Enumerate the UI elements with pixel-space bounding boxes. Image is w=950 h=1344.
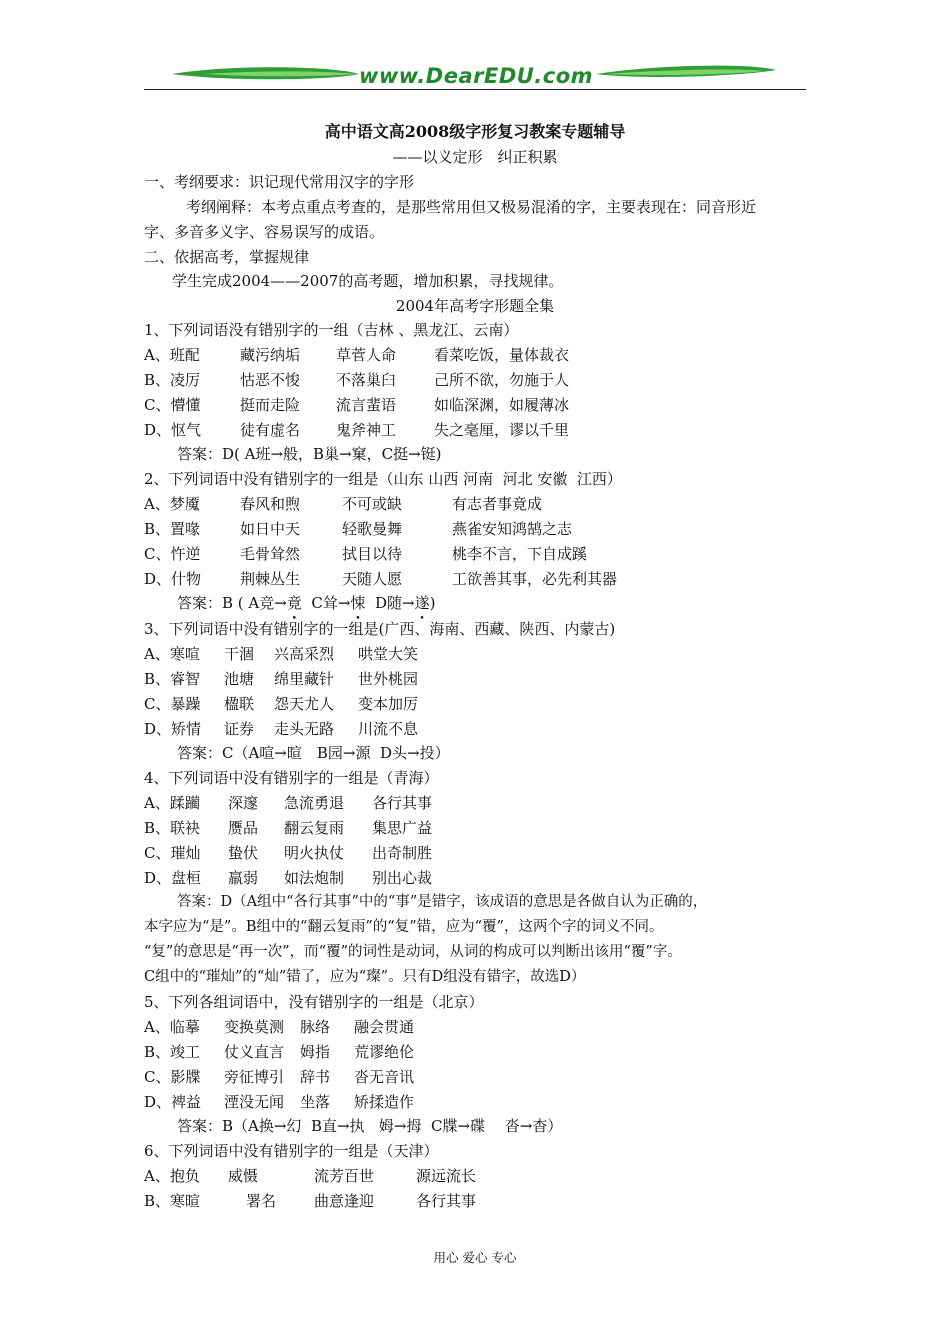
option-cell: C、暴躁: [144, 695, 201, 713]
option-cell: C、影牒: [144, 1068, 201, 1086]
document-subtitle: ——以义定形 纠正积累: [392, 148, 558, 166]
option-cell: 看菜吃饭，量体裁衣: [434, 346, 570, 364]
option-cell: 出奇制胜: [372, 844, 433, 862]
option-cell: 世外桃园: [358, 670, 419, 688]
option-cell: 仗义直言: [224, 1043, 285, 1061]
option-cell: D、怄气: [144, 421, 202, 439]
option-cell: 楹联: [224, 695, 255, 713]
option-cell: 荒谬绝伦: [354, 1043, 415, 1061]
option-cell: 赝品: [228, 819, 259, 837]
option-row: [144, 843, 432, 863]
option-cell: C、懵懂: [144, 396, 201, 414]
option-cell: A、临摹: [144, 1018, 200, 1036]
option-cell: 草菅人命: [336, 346, 397, 364]
option-cell: 川流不息: [358, 720, 419, 738]
answer-text: C耸→: [301, 594, 351, 612]
answer-line: C组中的“璀灿”的“灿”错了，应为“璨”。只有D组没有错字，故选D）: [144, 969, 586, 985]
answer-line: 答案：B（A换→幻 B直→执 姆→拇 C牒→碟 沓→杳）: [177, 1117, 563, 1135]
option-row: [144, 345, 569, 365]
option-cell: A、抱负: [144, 1167, 200, 1185]
option-row: [144, 868, 432, 888]
question-stem: 5、下列各组词语中，没有错别字的一组是（北京）: [144, 993, 484, 1011]
header-divider: [144, 89, 806, 90]
answer-line: 答案：D（A组中“各行其事”中的“事”是错字，该成语的意思是各做自认为正确的，: [177, 894, 708, 910]
answer-line: 答案：C（A喧→暄 B园→源 D头→投）: [177, 744, 450, 762]
option-row: [144, 818, 432, 838]
answer-text: 答案：B ( A竞→: [177, 594, 287, 612]
question-stem: 4、下列词语中没有错别字的一组是（青海）: [144, 769, 439, 787]
option-row: [144, 1017, 414, 1037]
section-heading: 二、依据高考，掌握规律: [144, 248, 310, 266]
emphasized-char: 遂: [414, 594, 430, 612]
option-row: [144, 519, 572, 539]
emphasized-char: 竟: [286, 594, 302, 612]
option-cell: 挺而走险: [240, 396, 301, 414]
option-cell: C、璀灿: [144, 844, 201, 862]
option-cell: 己所不欲，勿施于人: [434, 371, 570, 389]
option-row: [144, 694, 418, 714]
option-cell: B、睿智: [144, 670, 201, 688]
option-cell: 各行其事: [372, 794, 433, 812]
option-cell: 源远流长: [416, 1167, 477, 1185]
document-title: 高中语文高2008级字形复习教案专题辅导: [324, 122, 626, 141]
paragraph: 学生完成2004——2007的高考题，增加积累，寻找规律。: [172, 272, 564, 290]
option-cell: A、寒喧: [144, 645, 200, 663]
option-cell: 天随人愿: [342, 570, 403, 588]
option-row: [144, 544, 587, 564]
option-row: [144, 370, 569, 390]
option-row: [144, 1042, 414, 1062]
option-cell: 毛骨耸然: [240, 545, 301, 563]
option-cell: 辞书: [300, 1068, 331, 1086]
question-stem: 2、下列词语中没有错别字的一组是（山东 山西 河南 河北 安徽 江西）: [144, 470, 622, 488]
option-row: [144, 569, 617, 589]
option-cell: 不可或缺: [342, 495, 403, 513]
option-cell: 蛰伏: [228, 844, 259, 862]
option-cell: 变换莫测: [224, 1018, 285, 1036]
option-cell: 失之毫厘，谬以千里: [434, 421, 570, 439]
option-row: [144, 1067, 414, 1087]
option-cell: D、盘桓: [144, 869, 202, 887]
option-cell: 桃李不言，下自成蹊: [452, 545, 588, 563]
option-cell: 如法炮制: [284, 869, 345, 887]
option-cell: 旁征博引: [224, 1068, 285, 1086]
option-cell: B、置喙: [144, 520, 201, 538]
option-cell: 如临深渊，如履薄冰: [434, 396, 570, 414]
option-cell: A、班配: [144, 346, 200, 364]
option-cell: 有志者事竟成: [452, 495, 543, 513]
option-cell: 威慑: [228, 1167, 259, 1185]
option-cell: 脉络: [300, 1018, 331, 1036]
option-row: [144, 494, 542, 514]
option-cell: 鬼斧神工: [336, 421, 397, 439]
option-cell: 羸弱: [228, 869, 259, 887]
option-cell: D、什物: [144, 570, 202, 588]
option-cell: 燕雀安知鸿鹄之志: [452, 520, 573, 538]
option-cell: 翻云复雨: [284, 819, 345, 837]
option-cell: 走头无路: [274, 720, 335, 738]
option-cell: B、凌厉: [144, 371, 201, 389]
section-heading: 一、考纲要求：识记现代常用汉字的字形: [144, 173, 415, 191]
question-stem: 3、下列词语中没有错别字的一组是(广西、海南、西藏、陕西、内蒙古): [144, 620, 616, 638]
option-cell: 春风和煦: [240, 495, 301, 513]
option-cell: 变本加厉: [358, 695, 419, 713]
option-cell: 荆棘丛生: [240, 570, 301, 588]
option-cell: B、寒暄: [144, 1192, 201, 1210]
option-cell: 集思广益: [372, 819, 433, 837]
option-cell: 徒有虚名: [240, 421, 301, 439]
option-row: [144, 719, 418, 739]
question-stem: 1、下列词语没有错别字的一组（吉林 、黑龙江、云南）: [144, 321, 519, 339]
option-cell: 融会贯通: [354, 1018, 415, 1036]
option-row: [144, 1092, 414, 1112]
answer-line: [177, 593, 435, 613]
option-cell: 兴高采烈: [274, 645, 335, 663]
answer-text: D随→: [365, 594, 415, 612]
collection-title: 2004年高考字形题全集: [395, 297, 555, 315]
option-cell: 轻歌曼舞: [342, 520, 403, 538]
option-cell: 证券: [224, 720, 255, 738]
answer-line: 答案：D( A班→般，B巢→窠，C挺→铤): [177, 445, 442, 463]
option-cell: 绵里藏针: [274, 670, 335, 688]
option-cell: C、忤逆: [144, 545, 201, 563]
option-cell: 如日中天: [240, 520, 301, 538]
option-row: [144, 420, 569, 440]
option-cell: 矫揉造作: [354, 1093, 415, 1111]
option-cell: 坐落: [300, 1093, 331, 1111]
option-cell: 深邃: [228, 794, 259, 812]
option-row: [144, 644, 418, 664]
paragraph: 考纲阐释：本考点重点考查的，是那些常用但又极易混淆的字，主要表现在：同音形近: [186, 198, 757, 216]
option-cell: 明火执仗: [284, 844, 345, 862]
option-cell: 流芳百世: [314, 1167, 375, 1185]
option-cell: 各行其事: [416, 1192, 477, 1210]
option-cell: A、蹂躏: [144, 794, 200, 812]
option-cell: 怙恶不悛: [240, 371, 301, 389]
option-cell: 拭目以待: [342, 545, 403, 563]
option-cell: 池塘: [224, 670, 255, 688]
option-cell: 流言蜚语: [336, 396, 397, 414]
option-cell: 哄堂大笑: [358, 645, 419, 663]
option-cell: 湮没无闻: [224, 1093, 285, 1111]
site-logo-text[interactable]: www.DearEDU.com: [358, 64, 594, 88]
option-cell: 曲意逢迎: [314, 1192, 375, 1210]
option-cell: 沓无音讯: [354, 1068, 415, 1086]
option-cell: 姆指: [300, 1043, 331, 1061]
option-cell: 怨天尤人: [274, 695, 335, 713]
option-cell: A、梦魇: [144, 495, 200, 513]
option-cell: 急流勇退: [284, 794, 345, 812]
option-row: [144, 669, 418, 689]
option-row: [144, 1191, 476, 1211]
option-row: [144, 1166, 476, 1186]
option-cell: 不落巢臼: [336, 371, 397, 389]
page-footer: 用心 爱心 专心: [433, 1250, 517, 1265]
option-row: [144, 395, 569, 415]
option-cell: 署名: [246, 1192, 277, 1210]
answer-line: 本字应为“是”。B组中的“翻云复雨”的“复”错，应为“覆”，这两个字的词义不同。: [144, 919, 664, 935]
answer-line: “复”的意思是“再一次”，而“覆”的词性是动词，从词的构成可以判断出该用“覆”字。: [144, 944, 682, 960]
option-cell: B、竣工: [144, 1043, 201, 1061]
option-row: [144, 793, 432, 813]
emphasized-char: 悚: [350, 594, 366, 612]
option-cell: 工欲善其事，必先利其器: [452, 570, 618, 588]
option-cell: B、联袂: [144, 819, 201, 837]
answer-text: ): [429, 594, 436, 612]
option-cell: 藏污纳垢: [240, 346, 301, 364]
option-cell: D、矫情: [144, 720, 202, 738]
question-stem: 6、下列词语中没有错别字的一组是（天津）: [144, 1142, 439, 1160]
option-cell: 干涸: [224, 645, 255, 663]
paragraph: 字、多音多义字、容易误写的成语。: [144, 223, 385, 241]
option-cell: 别出心裁: [372, 869, 433, 887]
option-cell: D、裨益: [144, 1093, 202, 1111]
